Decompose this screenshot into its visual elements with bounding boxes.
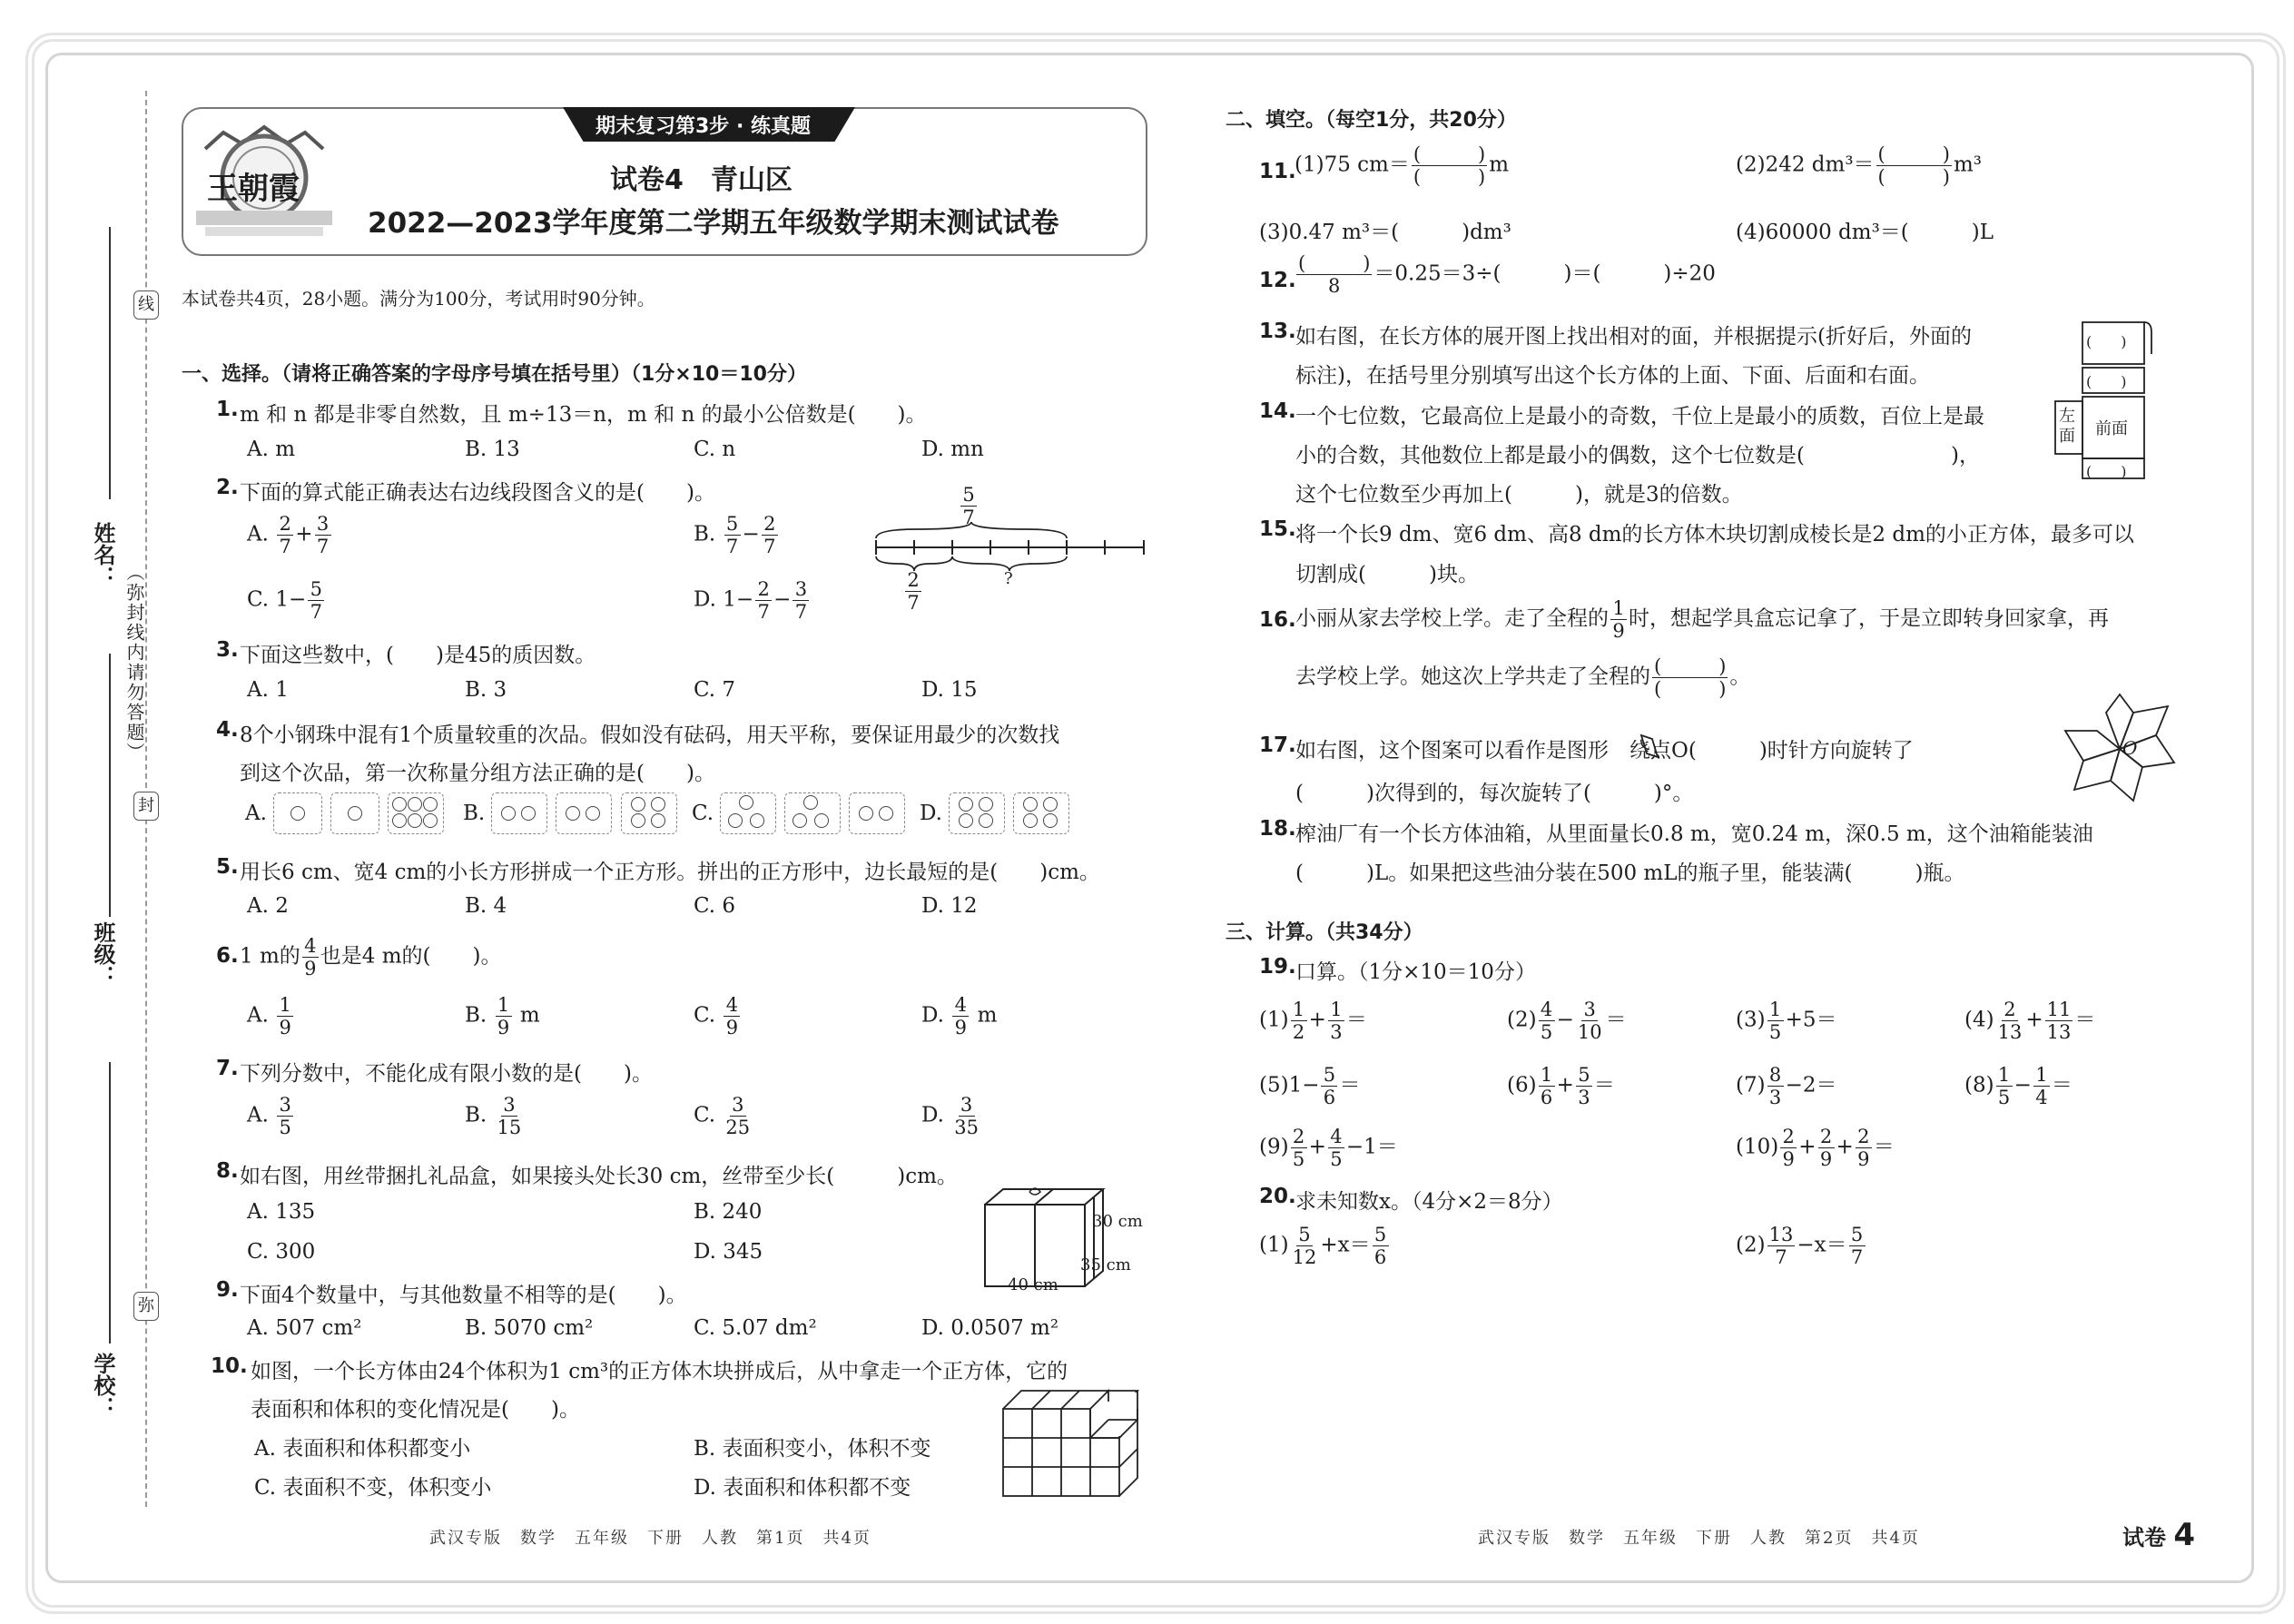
q9-option-a[interactable]: A. 507 cm² [247, 1316, 362, 1340]
q1-number: 1. [216, 398, 239, 421]
q2-text: 下面的算式能正确表达右边线段图含义的是( )。 [240, 481, 715, 505]
q5-number: 5. [216, 855, 239, 879]
q12-number: 12. [1259, 269, 1296, 292]
exam-subtitle: 2022—2023学年度第二学期五年级数学期末测试试卷 [368, 207, 1059, 240]
q3-number: 3. [216, 638, 239, 662]
q9-option-b[interactable]: B. 5070 cm² [465, 1316, 594, 1340]
q2-option-d[interactable]: D. 1− $\frac{2}{7}$ − $\frac{3}{7}$ [694, 578, 811, 623]
q1-text: m 和 n 都是非零自然数，且 m÷13＝n，m 和 n 的最小公倍数是( )。 [240, 403, 927, 427]
q3-option-b[interactable]: B. 3 [465, 678, 507, 702]
q4-text-line1: 8个小钢珠中混有1个质量较重的次品。假如没有砝码，用天平称，要保证用最少的次数找 [240, 723, 1060, 747]
q17-text-line1: 如右图，这个图案可以看作是图形 绕点O( )时针方向旋转了 [1295, 739, 1914, 763]
q20-item-1: (1) $\frac{5}{12}$ +x＝ $\frac{5}{6}$ [1259, 1224, 1391, 1268]
q19-item-10: (10) $\frac{2}{9}$ + $\frac{2}{9}$ + $\frac{2}{9}$ ＝ [1736, 1126, 1895, 1171]
segment-question: ? [1004, 569, 1013, 588]
q8-option-b[interactable]: B. 240 [694, 1200, 763, 1224]
footer-left: 武汉专版 数学 五年级 下册 人教 第1页 共4页 [429, 1529, 871, 1548]
rotation-pattern [2061, 690, 2179, 808]
q8-number: 8. [216, 1159, 239, 1183]
q10-text-line1: 如图，一个长方体由24个体积为1 cm³的正方体木块拼成后，从中拿走一个正方体，它的 [251, 1360, 1068, 1383]
q9-text: 下面4个数量中，与其他数量不相等的是( )。 [240, 1284, 687, 1307]
name-field[interactable] [109, 227, 111, 499]
q2-option-c[interactable]: C. 1− $\frac{5}{7}$ [247, 578, 326, 623]
q19-item-8: (8) $\frac{1}{5}$ − $\frac{1}{4}$ ＝ [1964, 1064, 2072, 1109]
q11-part3: (3)0.47 m³＝( )dm³ [1259, 221, 1511, 244]
seal-notice: （弥封线内请勿答题） [123, 563, 145, 763]
exam-title: 试卷4 青山区 [610, 164, 793, 196]
q1-option-d[interactable]: D. mn [921, 438, 984, 461]
q6-option-c[interactable]: C. $\frac{4}{9}$ [694, 994, 742, 1038]
q11-part1: (1)75 cm＝ $\frac{( )}{( )}$ m [1295, 143, 1510, 189]
gift-box-figure [980, 1185, 1162, 1294]
q7-option-c[interactable]: C. $\frac{3}{25}$ [694, 1094, 751, 1139]
q10-number: 10. [211, 1354, 248, 1378]
box-net-figure [1146, 320, 1255, 483]
segment-diagram [871, 486, 1153, 613]
q19-item-9: (9) $\frac{2}{5}$ + $\frac{4}{5}$ −1＝ [1259, 1126, 1398, 1171]
q10-option-d[interactable]: D. 表面积和体积都不变 [694, 1476, 911, 1500]
q14-text-line1: 一个七位数，它最高位上是最小的奇数，千位上是最小的质数，百位上是最 [1295, 405, 1984, 428]
q17-number: 17. [1259, 733, 1296, 757]
q18-text-line1: 榨油厂有一个长方体油箱，从里面量长0.8 m，宽0.24 m，深0.5 m，这个油箱能装油 [1295, 822, 2093, 846]
q14-text-line2: 小的合数，其他数位上都是最小的偶数，这个七位数是( )， [1295, 444, 1980, 468]
q18-text-line2: ( )L。如果把这些油分装在500 mL的瓶子里，能装满( )瓶。 [1295, 861, 1965, 885]
q20-text: 求未知数x。（4分×2＝8分） [1295, 1190, 1563, 1214]
segment-top-fraction: $\frac{5}{7}$ [959, 484, 979, 528]
q19-number: 19. [1259, 955, 1296, 979]
logo [187, 113, 341, 247]
q6-option-d[interactable]: D. $\frac{4}{9}$ m [921, 994, 998, 1039]
q11-part4: (4)60000 dm³＝( )L [1736, 221, 1994, 244]
q1-option-a[interactable]: A. m [247, 438, 296, 461]
q16-text-line2: 去学校上学。她这次上学共走了全程的 $\frac{( )}{( )}$ 。 [1295, 655, 1751, 701]
q4-option-d[interactable]: D. [920, 792, 1071, 834]
q15-text-line1: 将一个长9 dm、宽6 dm、高8 dm的长方体木块切割成棱长是2 dm的小正方体，最多可以 [1295, 523, 2134, 546]
q14-number: 14. [1259, 399, 1296, 423]
q16-text-line1: 小丽从家去学校上学。走了全程的 $\frac{1}{9}$ 时，想起学具盒忘记拿了，于是立即转身回家拿，再 [1295, 597, 2109, 643]
q14-text-line3: 这个七位数至少再加上( )，就是3的倍数。 [1295, 483, 1743, 507]
footer-right: 武汉专版 数学 五年级 下册 人教 第2页 共4页 [1478, 1529, 1920, 1548]
q4-number: 4. [216, 718, 239, 742]
q8-text: 如右图，用丝带捆扎礼品盒，如果接头处长30 cm，丝带至少长( )cm。 [240, 1165, 958, 1188]
q4-option-a[interactable]: A. [245, 792, 446, 834]
name-label: 姓名： [90, 522, 115, 587]
q20-number: 20. [1259, 1185, 1296, 1208]
school-label: 学校： [90, 1353, 115, 1418]
q2-option-a[interactable]: A. $\frac{2}{7}$ + $\frac{3}{7}$ [247, 513, 333, 557]
school-field[interactable] [109, 1062, 111, 1343]
q3-option-c[interactable]: C. 7 [694, 678, 736, 702]
q19-text: 口算。（1分×10＝10分） [1295, 960, 1536, 984]
q19-item-5: (5)1− $\frac{5}{6}$ ＝ [1259, 1064, 1361, 1109]
q19-item-2: (2) $\frac{4}{5}$ − $\frac{3}{10}$ ＝ [1507, 999, 1627, 1044]
q20-item-2: (2) $\frac{13}{7}$ −x＝ $\frac{5}{7}$ [1736, 1224, 1867, 1268]
q17-text-line2: ( )次得到的，每次旋转了( )°。 [1295, 782, 1694, 805]
logo-text: 王朝霞 [207, 171, 300, 207]
q5-option-c[interactable]: C. 6 [694, 894, 736, 918]
cube-stack-figure [999, 1382, 1144, 1501]
net-left-face-label: 左面 [2059, 407, 2075, 446]
q13-text-line1: 如右图，在长方体的展开图上找出相对的面，并根据提示(折好后，外面的 [1295, 325, 1972, 349]
q19-item-3: (3) $\frac{1}{5}$ +5＝ [1736, 999, 1837, 1044]
q15-number: 15. [1259, 517, 1296, 541]
rotation-point-label: O [2122, 737, 2138, 759]
segment-left-fraction: $\frac{2}{7}$ [903, 569, 923, 614]
q10-text-line2: 表面积和体积的变化情况是( )。 [251, 1398, 580, 1422]
q3-text: 下面这些数中，( )是45的质因数。 [240, 644, 596, 667]
class-field[interactable] [109, 654, 111, 917]
q9-number: 9. [216, 1278, 239, 1302]
net-diagram: ( ) ( ) 前面 ( ) [2053, 318, 2153, 483]
seal-secret-mark: 弥 [133, 1292, 159, 1321]
gift-width-label: 40 cm [1008, 1275, 1058, 1294]
q15-text-line2: 切割成( )块。 [1295, 563, 1479, 586]
q1-option-b[interactable]: B. 13 [465, 438, 520, 461]
q3-option-d[interactable]: D. 15 [921, 678, 978, 702]
q6-option-a[interactable]: A. $\frac{1}{9}$ [247, 994, 295, 1038]
q8-option-d[interactable]: D. 345 [694, 1240, 763, 1264]
gift-height-label: 30 cm [1092, 1212, 1143, 1231]
q7-option-a[interactable]: A. $\frac{3}{5}$ [247, 1094, 295, 1138]
q11-part2: (2)242 dm³＝ $\frac{( )}{( )}$ m³ [1736, 143, 1982, 189]
q16-number: 16. [1259, 608, 1296, 632]
q7-text: 下列分数中，不能化成有限小数的是( )。 [240, 1062, 653, 1086]
q19-item-7: (7) $\frac{8}{3}$ −2＝ [1736, 1064, 1837, 1109]
q18-number: 18. [1259, 817, 1296, 841]
q19-item-1: (1) $\frac{1}{2}$ + $\frac{1}{3}$ ＝ [1259, 999, 1367, 1044]
q5-option-a[interactable]: A. 2 [247, 894, 289, 918]
q8-option-c[interactable]: C. 300 [247, 1240, 316, 1264]
q13-text-line2: 标注)，在括号里分别填写出这个长方体的上面、下面、后面和右面。 [1295, 364, 1930, 388]
q1-option-c[interactable]: C. n [694, 438, 736, 461]
q8-option-a[interactable]: A. 135 [247, 1200, 316, 1224]
section-2-heading: 二、填空。（每空1分，共20分） [1226, 109, 1517, 132]
q19-item-6: (6) $\frac{1}{6}$ + $\frac{5}{3}$ ＝ [1507, 1064, 1615, 1109]
seal-seal-mark: 封 [133, 792, 159, 821]
q11-number: 11. [1259, 160, 1296, 183]
q7-number: 7. [216, 1057, 239, 1080]
q7-option-b[interactable]: B. $\frac{3}{15}$ [465, 1094, 522, 1139]
rhombus-small-icon [1639, 733, 1659, 759]
section-1-heading: 一、选择。（请将正确答案的字母序号填在括号里）（1分×10＝10分） [182, 363, 807, 386]
seal-line-mark: 线 [133, 290, 159, 320]
section-3-heading: 三、计算。（共34分） [1226, 921, 1423, 944]
q10-option-c[interactable]: C. 表面积不变，体积变小 [254, 1476, 492, 1500]
paper-badge: 试卷 4 [2122, 1517, 2196, 1553]
q19-item-4: (4) $\frac{2}{13}$ + $\frac{11}{13}$ ＝ [1964, 999, 2096, 1044]
q3-option-a[interactable]: A. 1 [247, 678, 289, 702]
q12-text: $\frac{( )}{8}$ ＝0.25＝3÷( )＝( )÷20 [1298, 252, 1716, 298]
q2-number: 2. [216, 476, 239, 499]
q6-number: 6. [216, 944, 239, 968]
q2-option-b[interactable]: B. $\frac{5}{7}$ − $\frac{2}{7}$ [694, 513, 780, 557]
q4-option-c[interactable]: C. [692, 792, 907, 834]
q4-option-b[interactable]: B. [463, 792, 679, 834]
q10-option-a[interactable]: A. 表面积和体积都变小 [254, 1437, 471, 1461]
gift-depth-label: 35 cm [1080, 1255, 1131, 1275]
banner-label: 期末复习第3步 · 练真题 [596, 115, 811, 138]
class-label: 班级： [90, 921, 115, 987]
q10-option-b[interactable]: B. 表面积变小，体积不变 [694, 1437, 931, 1461]
intro-text: 本试卷共4页，28小题。满分为100分，考试用时90分钟。 [182, 288, 655, 310]
q5-text: 用长6 cm、宽4 cm的小长方形拼成一个正方形。拼出的正方形中，边长最短的是( )cm。 [240, 861, 1100, 884]
q6-option-b[interactable]: B. $\frac{1}{9}$ m [465, 994, 540, 1039]
q4-text-line2: 到这个次品，第一次称量分组方法正确的是( )。 [240, 762, 715, 785]
q5-option-d[interactable]: D. 12 [921, 894, 978, 918]
q9-option-c[interactable]: C. 5.07 dm² [694, 1316, 817, 1340]
q9-option-d[interactable]: D. 0.0507 m² [921, 1316, 1059, 1340]
q13-number: 13. [1259, 320, 1296, 343]
q7-option-d[interactable]: D. $\frac{3}{35}$ [921, 1094, 979, 1139]
q6-text: 1 m的 $\frac{4}{9}$ 也是4 m的( )。 [240, 935, 502, 980]
q5-option-b[interactable]: B. 4 [465, 894, 507, 918]
net-front-label: 前面 [2095, 419, 2128, 438]
